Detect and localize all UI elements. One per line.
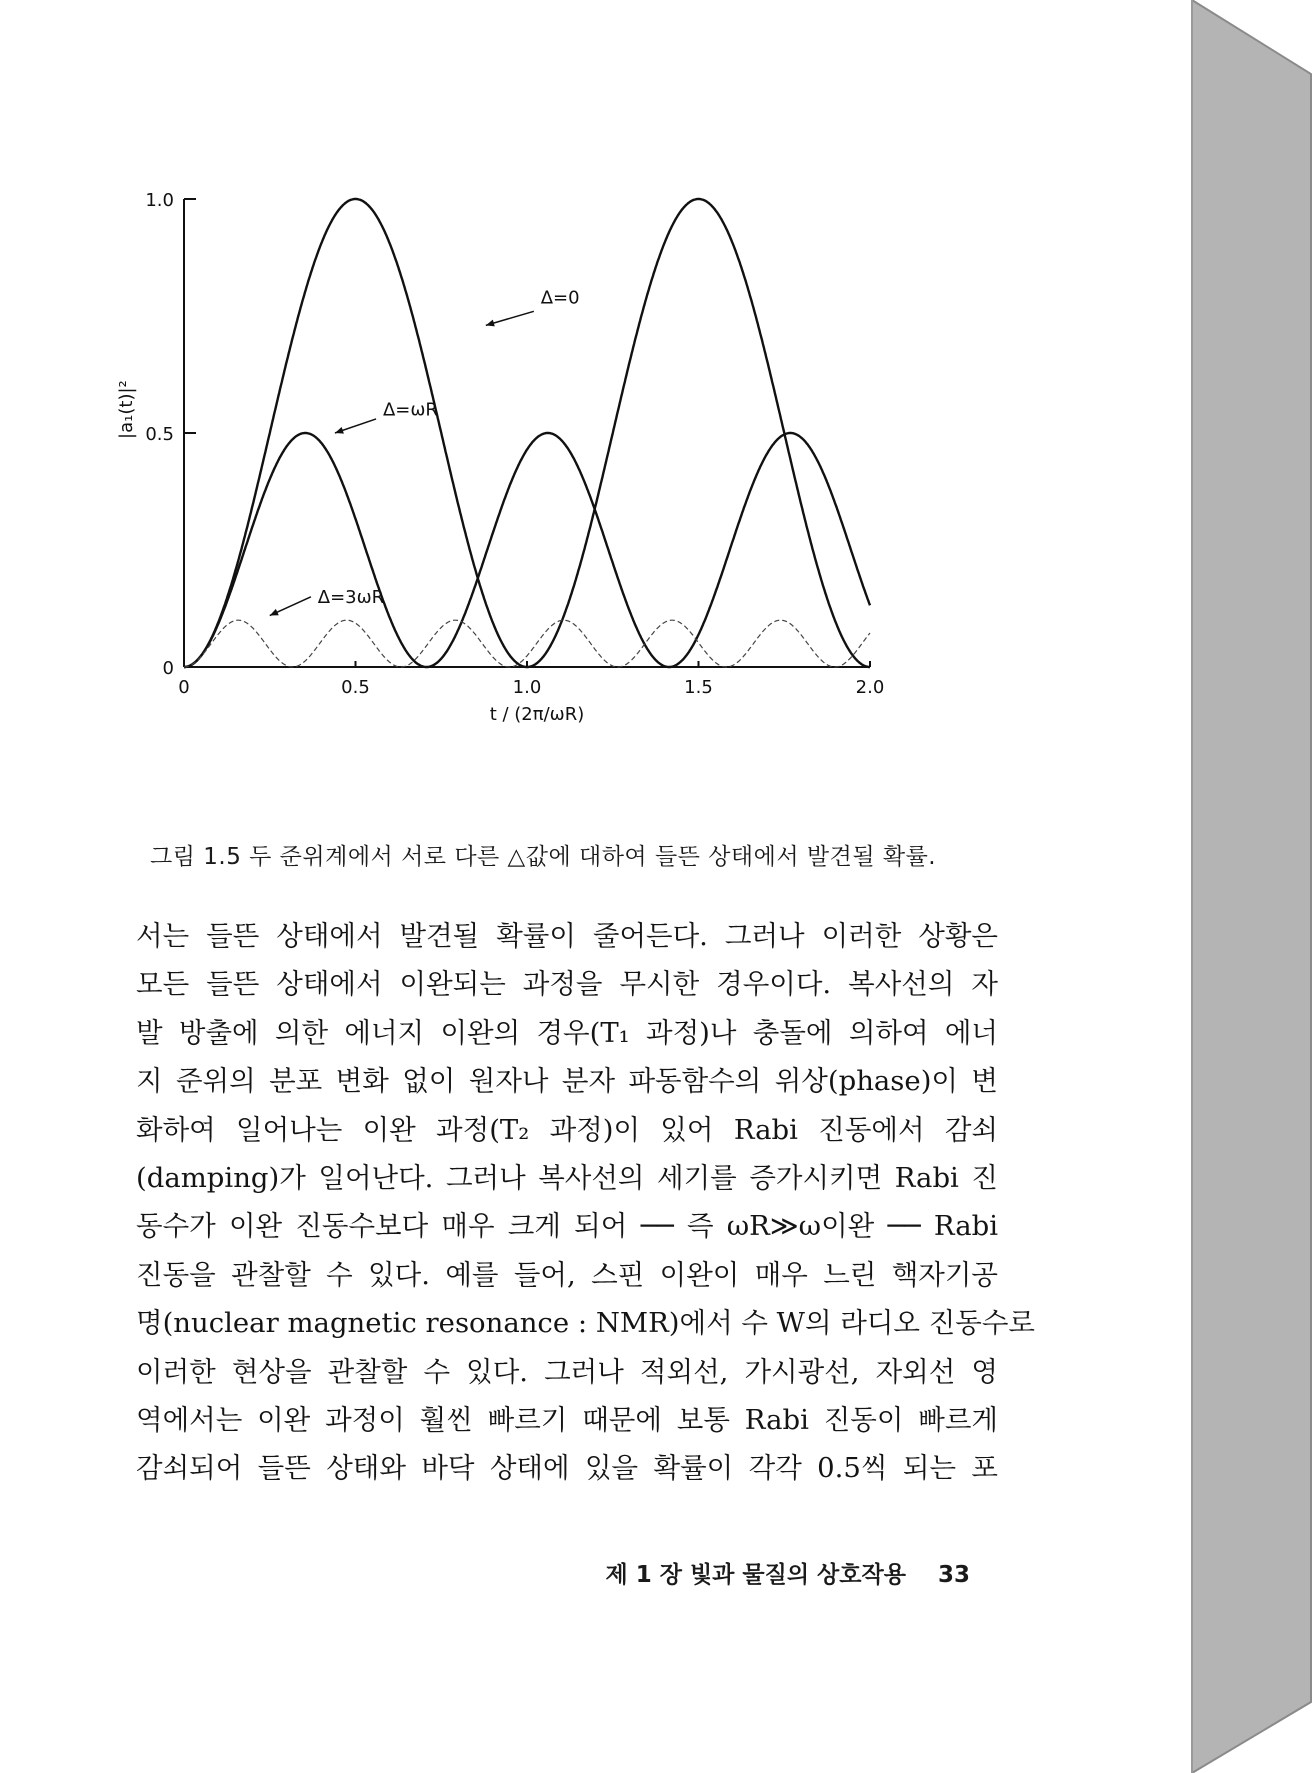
y-tick-label: 1.0 [145,190,174,211]
body-line: 지 준위의 분포 변화 없이 원자나 분자 파동함수의 위상(phase)이 변 [136,1065,998,1098]
body-line: (damping)가 일어난다. 그러나 복사선의 세기를 증가시키면 Rabi 진 [136,1161,998,1194]
body-line: 서는 들뜬 상태에서 발견될 확률이 줄어든다. 그러나 이러한 상황은 [136,920,998,952]
x-tick-label: 1.5 [684,677,713,698]
page-footer [600,1556,970,1589]
body-line: 감쇠되어 들뜬 상태와 바닥 상태에 있을 확률이 각각 0.5씩 되는 포 [136,1452,998,1485]
page-edge-shadow [1192,0,1311,1773]
body-line: 명(nuclear magnetic resonance : NMR)에서 수 W의 라디오 진동수로 [136,1307,1035,1340]
x-tick-label: 0 [178,677,190,698]
body-line: 진동을 관찰할 수 있다. 예를 들어, 스핀 이완이 매우 느린 핵자기공 [136,1258,998,1291]
x-tick-label: 0.5 [341,677,370,698]
body-line: 이러한 현상을 관찰할 수 있다. 그러나 적외선, 가시광선, 자외선 영 [136,1355,998,1388]
curve-annotation: Δ=0 [540,287,580,309]
body-line: 역에서는 이완 과정이 훨씬 빠르기 때문에 보통 Rabi 진동이 빠르게 [136,1403,998,1436]
body-line: 화하여 일어나는 이완 과정(T₂ 과정)이 있어 Rabi 진동에서 감쇠 [136,1113,998,1146]
body-line: 모든 들뜬 상태에서 이완되는 과정을 무시한 경우이다. 복사선의 자 [136,968,998,1001]
series-line [184,199,870,667]
body-line: 발 방출에 의한 에너지 이완의 경우(T₁ 과정)나 충돌에 의하여 에너 [136,1016,998,1049]
body-text [136,912,1035,1493]
series-line [184,620,870,667]
y-tick-label: 0 [162,658,174,679]
body-line: 동수가 이완 진동수보다 매우 크게 되어 ── 즉 ωR≫ω이완 ── Rabi [136,1210,998,1243]
rabi-oscillation-chart [116,190,1020,840]
figure-caption: 그림 1.5 두 준위계에서 서로 다른 △값에 대하여 들뜬 상태에서 발견될 확률. [150,844,937,870]
annotation-arrowhead [486,320,495,327]
annotation-arrowhead [335,427,344,434]
series-line [184,433,870,667]
curve-annotation: Δ=ωR [382,399,438,421]
y-tick-label: 0.5 [145,424,174,445]
chapter-title: 제 1 장 빛과 물질의 상호작용 [605,1562,906,1588]
curve-annotation: Δ=3ωR [317,586,385,608]
x-axis-label: t / (2π/ωR) [489,704,585,725]
y-axis-label: |a₁(t)|² [116,380,137,439]
page-number: 33 [937,1562,970,1588]
x-tick-label: 2.0 [855,677,885,698]
x-tick-label: 1.0 [512,677,542,698]
